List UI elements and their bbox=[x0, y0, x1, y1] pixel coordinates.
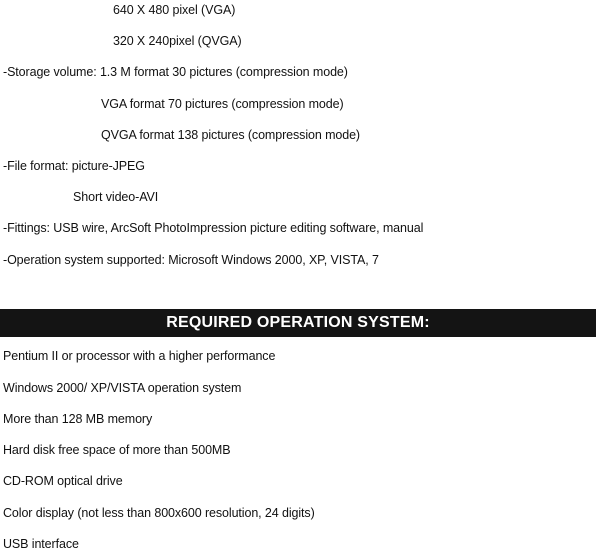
requirement-item: More than 128 MB memory bbox=[3, 412, 153, 426]
requirement-item: USB interface bbox=[3, 537, 79, 551]
spec-file-format: -File format: picture-JPEG bbox=[3, 159, 145, 173]
spec-res-vga: 640 X 480 pixel (VGA) bbox=[113, 3, 236, 17]
spec-os-supported: -Operation system supported: Microsoft Windows 2000, XP, VISTA, 7 bbox=[3, 253, 379, 267]
spec-storage-qvga: QVGA format 138 pictures (compression mode) bbox=[101, 128, 360, 142]
spec-storage-vga: VGA format 70 pictures (compression mode) bbox=[101, 97, 344, 111]
spec-file-video: Short video-AVI bbox=[73, 190, 159, 204]
spec-storage-volume: -Storage volume: 1.3 M format 30 pictures (compression mode) bbox=[3, 65, 348, 79]
requirement-item: CD-ROM optical drive bbox=[3, 474, 123, 488]
spec-res-qvga: 320 X 240pixel (QVGA) bbox=[113, 34, 242, 48]
requirement-item: Color display (not less than 800x600 resolution, 24 digits) bbox=[3, 506, 315, 520]
requirement-item: Hard disk free space of more than 500MB bbox=[3, 443, 231, 457]
section-title: REQUIRED OPERATION SYSTEM: bbox=[166, 314, 430, 331]
requirement-item: Pentium II or processor with a higher performance bbox=[3, 349, 276, 363]
spec-fittings: -Fittings: USB wire, ArcSoft PhotoImpression picture editing software, manual bbox=[3, 221, 424, 235]
requirement-item: Windows 2000/ XP/VISTA operation system bbox=[3, 381, 242, 395]
section-header bbox=[0, 309, 596, 337]
